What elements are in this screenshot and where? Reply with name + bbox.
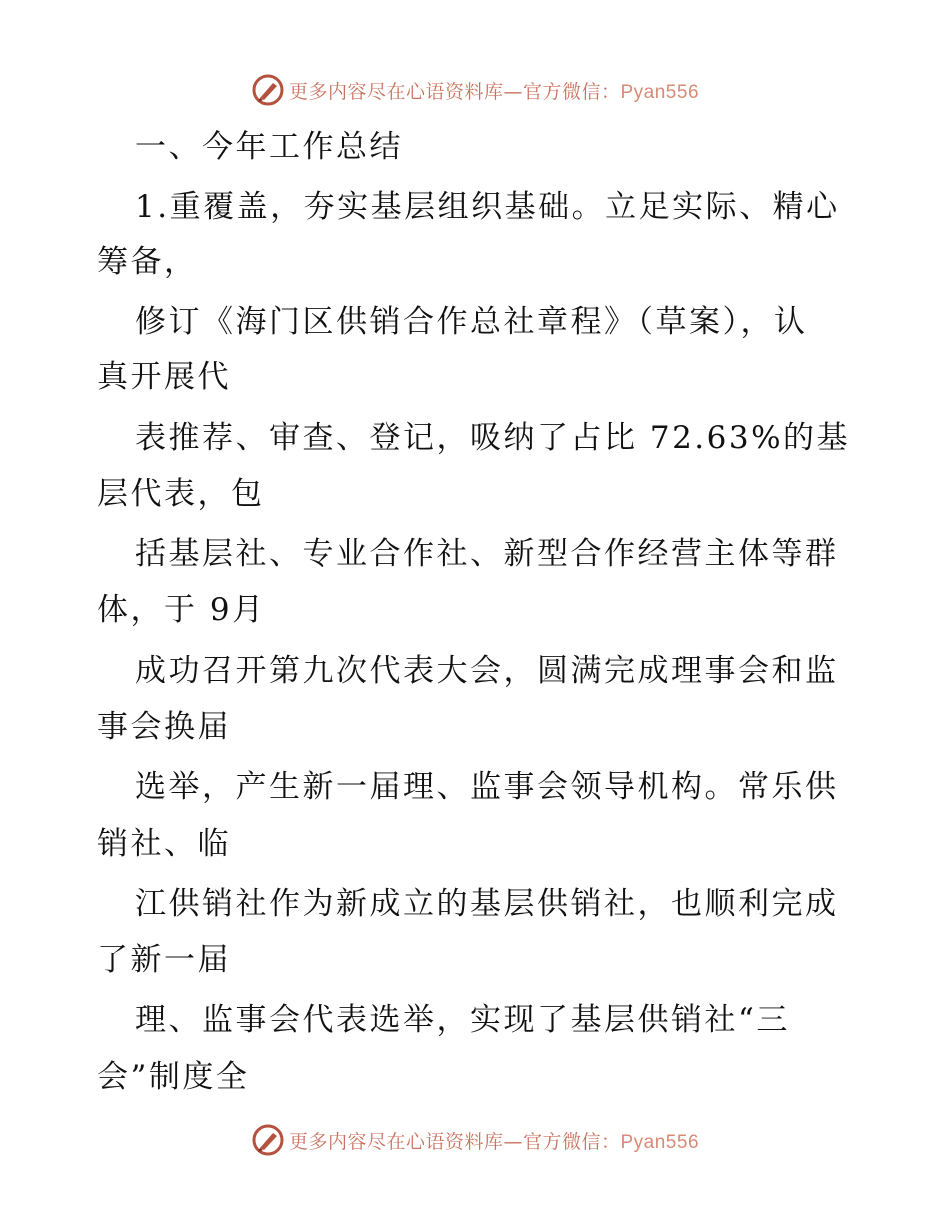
paragraph-line: 江供销社作为新成立的基层供销社，也顺利完成 (135, 886, 839, 922)
paragraph-line: 理、监事会代表选举，实现了基层供销社“三 (135, 1002, 790, 1038)
pen-logo-icon (251, 1123, 285, 1157)
paragraph-line: 选举，产生新一届理、监事会领导机构。常乐供 (135, 769, 839, 805)
section-heading: 一、今年工作总结 (135, 129, 403, 165)
paragraph-line: 了新一届 (97, 942, 231, 978)
paragraph-line: 真开展代 (97, 359, 231, 395)
paragraph-line: 成功召开第九次代表大会，圆满完成理事会和监 (135, 653, 839, 689)
paragraph-line: 表推荐、审查、登记，吸纳了占比 72.63%的基 (135, 420, 851, 456)
header-watermark (0, 70, 950, 110)
paragraph-line: 会”制度全 (97, 1059, 250, 1095)
wechat-id: Pyan556 (620, 81, 700, 103)
watermark-text: 更多内容尽在心语资料库—官方微信：Pyan556 (288, 1130, 700, 1153)
watermark-text: 更多内容尽在心语资料库—官方微信：Pyan556 (288, 80, 700, 103)
paragraph-line: 修订《海门区供销合作总社章程》（草案），认 (135, 304, 808, 340)
paragraph-line: 销社、临 (97, 826, 231, 862)
pen-logo-icon (251, 73, 285, 107)
wechat-id: Pyan556 (620, 1131, 700, 1153)
footer-watermark (0, 1120, 950, 1160)
paragraph-line: 1.重覆盖，夯实基层组织基础。立足实际、精心 (135, 189, 840, 225)
paragraph-line: 事会换届 (97, 709, 231, 745)
paragraph-line: 层代表，包 (97, 476, 265, 512)
paragraph-line: 筹备， (97, 244, 198, 280)
paragraph-line: 括基层社、专业合作社、新型合作经营主体等群 (135, 536, 839, 572)
paragraph-line: 体，于 9月 (97, 592, 266, 628)
